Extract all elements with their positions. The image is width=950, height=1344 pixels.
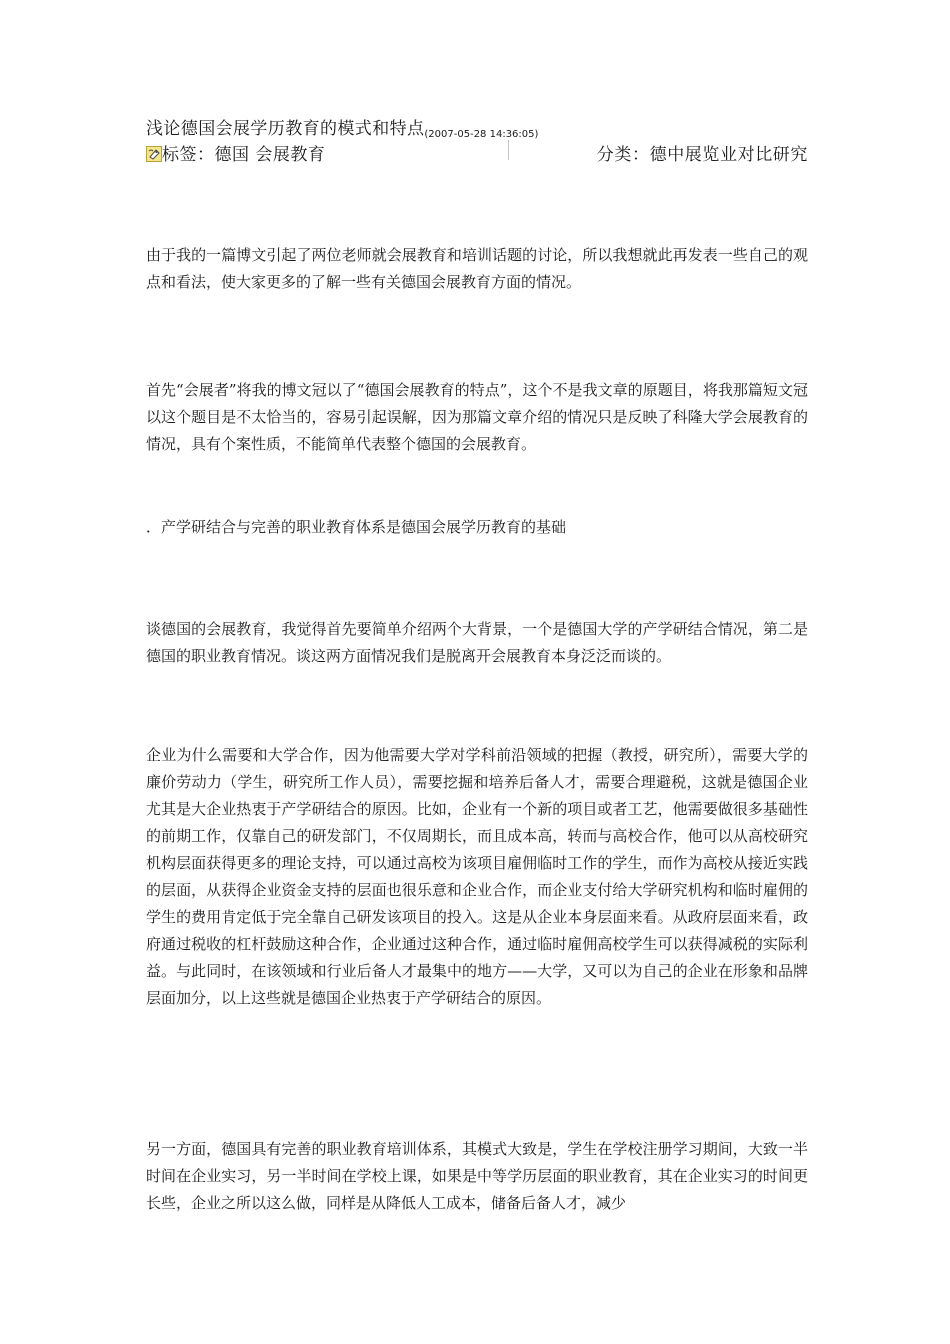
paragraph-clarification: 首先“会展者”将我的博文冠以了“德国会展教育的特点”，这个不是我文章的原题目，将我那篇短文冠以这个题目是不太恰当的，容易引起误解，因为那篇文章介绍的情况只是反映了科隆大学会展教育的情况，具有个案性质，不能简单代表整个德国的会展教育。 [146,381,808,453]
post-timestamp: (2007-05-28 14:36:05) [424,129,539,140]
section-heading: ．产学研结合与完善的职业教育体系是德国会展学历教育的基础 [146,518,567,536]
category-label: 分类：德中展览业对比研究 [596,145,808,165]
article-title: 浅论德国会展学历教育的模式和特点 [146,119,425,139]
tags-label: 标签：德国 会展教育 [162,145,326,165]
paragraph-background: 谈德国的会展教育，我觉得首先要简单介绍两个大背景，一个是德国大学的产学研结合情况，第二是德国的职业教育情况。谈这两方面情况我们是脱离开会展教育本身泛泛而谈的。 [146,620,808,665]
tag-icon [146,146,162,162]
meta-divider [508,140,509,160]
paragraph-intro: 由于我的一篇博文引起了两位老师就会展教育和培训话题的讨论，所以我想就此再发表一些自己的观点和看法，使大家更多的了解一些有关德国会展教育方面的情况。 [146,246,808,291]
paragraph-industry-academia: 企业为什么需要和大学合作，因为他需要大学对学科前沿领域的把握（教授，研究所），需要大学的廉价劳动力（学生，研究所工作人员），需要挖掘和培养后备人才，需要合理避税，这就是德国企业尤其是大企业热衷于产学研结合的原因。比如，企业有一个新的项目或者工艺，他需要做很多基础性的前期工作，仅靠自己的研发部门，不仅周期长，而且成本高，转而与高校合作，他可以从高校研究机构层面获得更多的理论支持，可以通过高校为该项目雇佣临时工作的学生，而作为高校从接近实践的层面，从获得企业资金支持的层面也很乐意和企业合作，而企业支付给大学研究机构和临时雇佣的学生的费用肯定低于完全靠自己研发该项目的投入。这是从企业本身层面来看。从政府层面来看，政府通过税收的杠杆鼓励这种合作，企业通过这种合作，通过临时雇佣高校学生可以获得减税的实际利益。与此同时，在该领域和行业后备人才最集中的地方——大学，又可以为自己的企业在形象和品牌层面加分，以上这些就是德国企业热衷于产学研结合的原因。 [146,746,808,1007]
article-header [146,114,538,140]
paragraph-vocational-education: 另一方面，德国具有完善的职业教育培训体系，其模式大致是，学生在学校注册学习期间，大致一半时间在企业实习，另一半时间在学校上课，如果是中等学历层面的职业教育，其在企业实习的时间更长些，企业之所以这么做，同样是从降低人工成本，储备后备人才，减少 [146,1140,808,1212]
article-meta [146,140,808,166]
